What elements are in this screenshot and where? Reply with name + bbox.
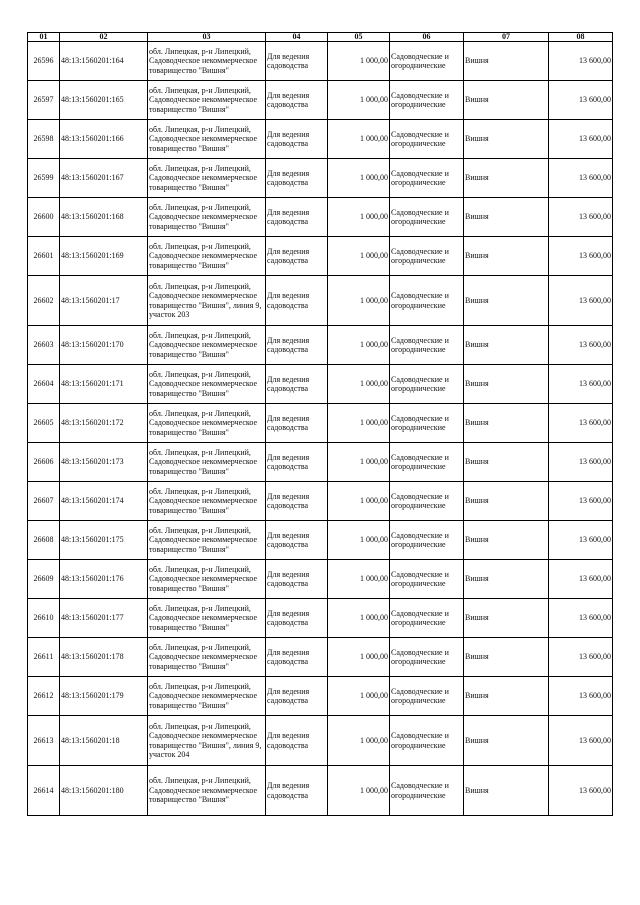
table-row — [28, 482, 613, 521]
cadastral-value-cell: 13 600,00 — [549, 237, 613, 276]
header-row — [28, 33, 613, 42]
cadastral-number-cell: 48:13:1560201:166 — [60, 120, 148, 159]
address-text: обл. Липецкая, р-н Липецкий, Садоводческое некоммерческое товарищество "Вишня" — [149, 447, 258, 476]
land-category-cell: Садоводческие и огороднические — [390, 326, 464, 365]
area-cell: 1 000,00 — [328, 81, 390, 120]
cadastral-value-cell: 13 600,00 — [549, 443, 613, 482]
cadastral-value-cell: 13 600,00 — [549, 276, 613, 326]
address-text: обл. Липецкая, р-н Липецкий, Садоводческое некоммерческое товарищество "Вишня" — [149, 163, 258, 192]
area-cell: 1 000,00 — [328, 326, 390, 365]
cadastral-number-cell: 48:13:1560201:167 — [60, 159, 148, 198]
address-cell — [148, 159, 266, 198]
cadastral-number-cell: 48:13:1560201:165 — [60, 81, 148, 120]
table-row — [28, 42, 613, 81]
cadastral-number-cell: 48:13:1560201:18 — [60, 716, 148, 766]
cadastral-value-cell: 13 600,00 — [549, 198, 613, 237]
cadastral-value-cell: 13 600,00 — [549, 42, 613, 81]
land-category-cell: Садоводческие и огороднические — [390, 365, 464, 404]
address-text: обл. Липецкая, р-н Липецкий, Садоводческое некоммерческое товарищество "Вишня" — [149, 408, 258, 437]
area-cell: 1 000,00 — [328, 120, 390, 159]
land-category-cell: Садоводческие и огороднические — [390, 81, 464, 120]
area-cell: 1 000,00 — [328, 198, 390, 237]
cadastral-value-cell: 13 600,00 — [549, 716, 613, 766]
settlement-name-cell: Вишня — [464, 159, 549, 198]
settlement-name-cell: Вишня — [464, 276, 549, 326]
permitted-use-cell: Для ведения садоводства — [266, 638, 328, 677]
land-category-cell: Садоводческие и огороднические — [390, 443, 464, 482]
row-number-cell: 26609 — [28, 560, 60, 599]
settlement-name-cell: Вишня — [464, 716, 549, 766]
address-text: обл. Липецкая, р-н Липецкий, Садоводческое некоммерческое товарищество "Вишня" — [149, 564, 258, 593]
header-cell-03: 03 — [148, 33, 266, 42]
cadastral-value-cell: 13 600,00 — [549, 326, 613, 365]
address-text: обл. Липецкая, р-н Липецкий, Садоводческое некоммерческое товарищество "Вишня" — [149, 681, 258, 710]
address-cell — [148, 716, 266, 766]
address-cell — [148, 237, 266, 276]
row-number-cell: 26613 — [28, 716, 60, 766]
address-text: обл. Липецкая, р-н Липецкий, Садоводческое некоммерческое товарищество "Вишня" — [149, 330, 258, 359]
settlement-name-cell: Вишня — [464, 120, 549, 159]
cadastral-number-cell: 48:13:1560201:175 — [60, 521, 148, 560]
permitted-use-cell: Для ведения садоводства — [266, 560, 328, 599]
address-text: обл. Липецкая, р-н Липецкий, Садоводческое некоммерческое товарищество "Вишня" — [149, 369, 258, 398]
table-row — [28, 365, 613, 404]
land-category-cell: Садоводческие и огороднические — [390, 42, 464, 81]
cadastral-number-cell: 48:13:1560201:169 — [60, 237, 148, 276]
row-number-cell: 26608 — [28, 521, 60, 560]
row-number-cell: 26606 — [28, 443, 60, 482]
cadastral-number-cell: 48:13:1560201:177 — [60, 599, 148, 638]
settlement-name-cell: Вишня — [464, 638, 549, 677]
permitted-use-cell: Для ведения садоводства — [266, 276, 328, 326]
table-row — [28, 237, 613, 276]
address-cell — [148, 198, 266, 237]
land-category-cell: Садоводческие и огороднические — [390, 404, 464, 443]
settlement-name-cell: Вишня — [464, 404, 549, 443]
permitted-use-cell: Для ведения садоводства — [266, 766, 328, 816]
cadastral-number-cell: 48:13:1560201:180 — [60, 766, 148, 816]
cadastral-number-cell: 48:13:1560201:171 — [60, 365, 148, 404]
address-cell — [148, 326, 266, 365]
cadastral-number-cell: 48:13:1560201:164 — [60, 42, 148, 81]
row-number-cell: 26612 — [28, 677, 60, 716]
cadastral-number-cell: 48:13:1560201:17 — [60, 276, 148, 326]
area-cell: 1 000,00 — [328, 766, 390, 816]
cadastral-value-cell: 13 600,00 — [549, 120, 613, 159]
area-cell: 1 000,00 — [328, 404, 390, 443]
table-row — [28, 404, 613, 443]
cadastral-value-cell: 13 600,00 — [549, 766, 613, 816]
table-row — [28, 677, 613, 716]
table-row — [28, 716, 613, 766]
address-cell — [148, 42, 266, 81]
settlement-name-cell: Вишня — [464, 237, 549, 276]
land-category-cell: Садоводческие и огороднические — [390, 560, 464, 599]
row-number-cell: 26602 — [28, 276, 60, 326]
cadastral-number-cell: 48:13:1560201:174 — [60, 482, 148, 521]
table-row — [28, 560, 613, 599]
cadastral-value-cell: 13 600,00 — [549, 677, 613, 716]
table-row — [28, 276, 613, 326]
permitted-use-cell: Для ведения садоводства — [266, 159, 328, 198]
row-number-cell: 26605 — [28, 404, 60, 443]
table-row — [28, 599, 613, 638]
settlement-name-cell: Вишня — [464, 677, 549, 716]
address-cell — [148, 766, 266, 816]
permitted-use-cell: Для ведения садоводства — [266, 237, 328, 276]
address-cell — [148, 638, 266, 677]
row-number-cell: 26601 — [28, 237, 60, 276]
row-number-cell: 26603 — [28, 326, 60, 365]
settlement-name-cell: Вишня — [464, 521, 549, 560]
land-category-cell: Садоводческие и огороднические — [390, 159, 464, 198]
address-cell — [148, 560, 266, 599]
header-cell-06: 06 — [390, 33, 464, 42]
header-cell-07: 07 — [464, 33, 549, 42]
area-cell: 1 000,00 — [328, 482, 390, 521]
address-text: обл. Липецкая, р-н Липецкий, Садоводческое некоммерческое товарищество "Вишня" — [149, 776, 258, 805]
address-text: обл. Липецкая, р-н Липецкий, Садоводческое некоммерческое товарищество "Вишня" — [149, 486, 258, 515]
table-row — [28, 443, 613, 482]
area-cell: 1 000,00 — [328, 237, 390, 276]
cadastral-number-cell: 48:13:1560201:173 — [60, 443, 148, 482]
area-cell: 1 000,00 — [328, 276, 390, 326]
header-cell-05: 05 — [328, 33, 390, 42]
area-cell: 1 000,00 — [328, 521, 390, 560]
cadastral-number-cell: 48:13:1560201:170 — [60, 326, 148, 365]
row-number-cell: 26604 — [28, 365, 60, 404]
cadastral-value-cell: 13 600,00 — [549, 404, 613, 443]
area-cell: 1 000,00 — [328, 599, 390, 638]
settlement-name-cell: Вишня — [464, 81, 549, 120]
cadastral-value-cell: 13 600,00 — [549, 560, 613, 599]
registry-table — [27, 32, 613, 816]
land-category-cell: Садоводческие и огороднические — [390, 198, 464, 237]
address-text: обл. Липецкая, р-н Липецкий, Садоводческое некоммерческое товарищество "Вишня" — [149, 603, 258, 632]
cadastral-value-cell: 13 600,00 — [549, 599, 613, 638]
table-row — [28, 766, 613, 816]
area-cell: 1 000,00 — [328, 716, 390, 766]
permitted-use-cell: Для ведения садоводства — [266, 482, 328, 521]
cadastral-value-cell: 13 600,00 — [549, 521, 613, 560]
table-body — [28, 42, 613, 816]
cadastral-number-cell: 48:13:1560201:172 — [60, 404, 148, 443]
cadastral-value-cell: 13 600,00 — [549, 638, 613, 677]
address-cell — [148, 482, 266, 521]
table-row — [28, 638, 613, 677]
permitted-use-cell: Для ведения садоводства — [266, 677, 328, 716]
cadastral-number-cell: 48:13:1560201:168 — [60, 198, 148, 237]
settlement-name-cell: Вишня — [464, 482, 549, 521]
address-cell — [148, 81, 266, 120]
cadastral-value-cell: 13 600,00 — [549, 81, 613, 120]
settlement-name-cell: Вишня — [464, 42, 549, 81]
table-row — [28, 198, 613, 237]
land-category-cell: Садоводческие и огороднические — [390, 276, 464, 326]
row-number-cell: 26600 — [28, 198, 60, 237]
row-number-cell: 26598 — [28, 120, 60, 159]
table-row — [28, 159, 613, 198]
row-number-cell: 26614 — [28, 766, 60, 816]
address-cell — [148, 365, 266, 404]
land-category-cell: Садоводческие и огороднические — [390, 716, 464, 766]
row-number-cell: 26599 — [28, 159, 60, 198]
permitted-use-cell: Для ведения садоводства — [266, 443, 328, 482]
land-category-cell: Садоводческие и огороднические — [390, 766, 464, 816]
permitted-use-cell: Для ведения садоводства — [266, 365, 328, 404]
settlement-name-cell: Вишня — [464, 365, 549, 404]
address-text: обл. Липецкая, р-н Липецкий, Садоводческое некоммерческое товарищество "Вишня" — [149, 124, 258, 153]
header-cell-08: 08 — [549, 33, 613, 42]
permitted-use-cell: Для ведения садоводства — [266, 521, 328, 560]
address-text: обл. Липецкая, р-н Липецкий, Садоводческое некоммерческое товарищество "Вишня" — [149, 525, 258, 554]
cadastral-number-cell: 48:13:1560201:178 — [60, 638, 148, 677]
address-text: обл. Липецкая, р-н Липецкий, Садоводческое некоммерческое товарищество "Вишня", линия 9, участок 203 — [149, 281, 262, 319]
area-cell: 1 000,00 — [328, 365, 390, 404]
cadastral-value-cell: 13 600,00 — [549, 365, 613, 404]
land-category-cell: Садоводческие и огороднические — [390, 482, 464, 521]
row-number-cell: 26597 — [28, 81, 60, 120]
area-cell: 1 000,00 — [328, 677, 390, 716]
permitted-use-cell: Для ведения садоводства — [266, 716, 328, 766]
area-cell: 1 000,00 — [328, 159, 390, 198]
row-number-cell: 26596 — [28, 42, 60, 81]
row-number-cell: 26611 — [28, 638, 60, 677]
address-text: обл. Липецкая, р-н Липецкий, Садоводческое некоммерческое товарищество "Вишня" — [149, 46, 258, 75]
land-category-cell: Садоводческие и огороднические — [390, 677, 464, 716]
address-cell — [148, 404, 266, 443]
cadastral-number-cell: 48:13:1560201:176 — [60, 560, 148, 599]
land-category-cell: Садоводческие и огороднические — [390, 120, 464, 159]
table-row — [28, 326, 613, 365]
address-cell — [148, 120, 266, 159]
row-number-cell: 26607 — [28, 482, 60, 521]
land-category-cell: Садоводческие и огороднические — [390, 521, 464, 560]
settlement-name-cell: Вишня — [464, 766, 549, 816]
header-cell-02: 02 — [60, 33, 148, 42]
cadastral-value-cell: 13 600,00 — [549, 482, 613, 521]
table-row — [28, 521, 613, 560]
address-text: обл. Липецкая, р-н Липецкий, Садоводческое некоммерческое товарищество "Вишня" — [149, 642, 258, 671]
settlement-name-cell: Вишня — [464, 443, 549, 482]
permitted-use-cell: Для ведения садоводства — [266, 42, 328, 81]
address-cell — [148, 276, 266, 326]
header-cell-04: 04 — [266, 33, 328, 42]
address-cell — [148, 443, 266, 482]
settlement-name-cell: Вишня — [464, 326, 549, 365]
address-text: обл. Липецкая, р-н Липецкий, Садоводческое некоммерческое товарищество "Вишня" — [149, 202, 258, 231]
land-category-cell: Садоводческие и огороднические — [390, 237, 464, 276]
cadastral-value-cell: 13 600,00 — [549, 159, 613, 198]
permitted-use-cell: Для ведения садоводства — [266, 326, 328, 365]
permitted-use-cell: Для ведения садоводства — [266, 120, 328, 159]
permitted-use-cell: Для ведения садоводства — [266, 404, 328, 443]
permitted-use-cell: Для ведения садоводства — [266, 599, 328, 638]
row-number-cell: 26610 — [28, 599, 60, 638]
permitted-use-cell: Для ведения садоводства — [266, 198, 328, 237]
address-cell — [148, 677, 266, 716]
header-cell-01: 01 — [28, 33, 60, 42]
permitted-use-cell: Для ведения садоводства — [266, 81, 328, 120]
address-text: обл. Липецкая, р-н Липецкий, Садоводческое некоммерческое товарищество "Вишня" — [149, 241, 258, 270]
address-text: обл. Липецкая, р-н Липецкий, Садоводческое некоммерческое товарищество "Вишня" — [149, 85, 258, 114]
area-cell: 1 000,00 — [328, 638, 390, 677]
table-row — [28, 120, 613, 159]
cadastral-number-cell: 48:13:1560201:179 — [60, 677, 148, 716]
land-category-cell: Садоводческие и огороднические — [390, 638, 464, 677]
area-cell: 1 000,00 — [328, 560, 390, 599]
area-cell: 1 000,00 — [328, 42, 390, 81]
area-cell: 1 000,00 — [328, 443, 390, 482]
table-row — [28, 81, 613, 120]
settlement-name-cell: Вишня — [464, 560, 549, 599]
settlement-name-cell: Вишня — [464, 198, 549, 237]
address-text: обл. Липецкая, р-н Липецкий, Садоводческое некоммерческое товарищество "Вишня", линия 9, участок 204 — [149, 721, 262, 759]
address-cell — [148, 521, 266, 560]
table-header — [28, 33, 613, 42]
land-category-cell: Садоводческие и огороднические — [390, 599, 464, 638]
address-cell — [148, 599, 266, 638]
settlement-name-cell: Вишня — [464, 599, 549, 638]
